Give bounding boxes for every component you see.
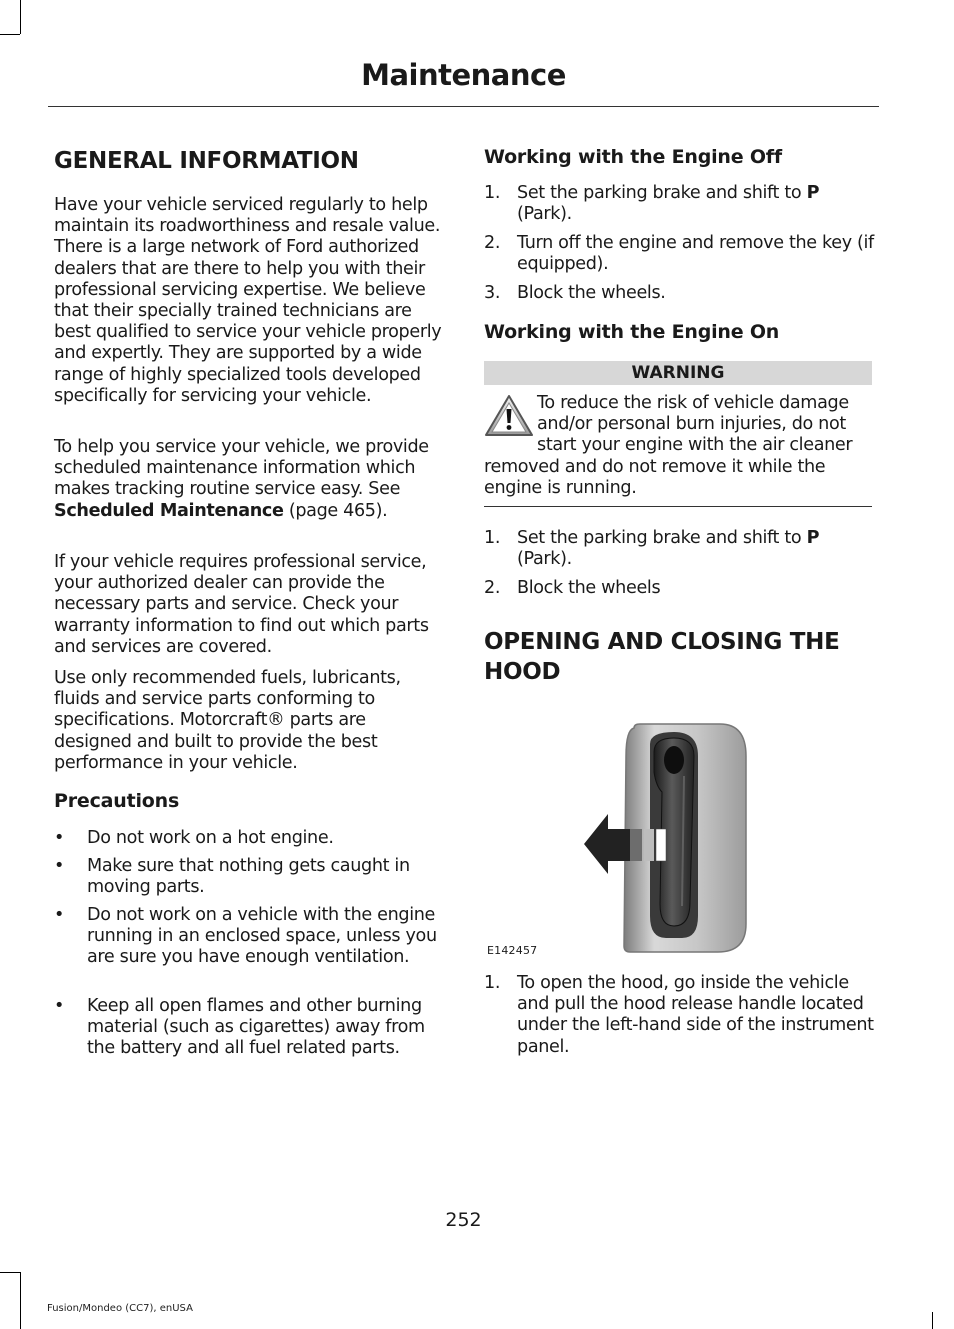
precautions-heading: Precautions xyxy=(54,790,180,812)
page-number: 252 xyxy=(445,1209,482,1231)
warning-icon-spacer xyxy=(484,393,537,456)
warning-label: WARNING xyxy=(484,361,872,385)
footer-text: Fusion/Mondeo (CC7), enUSA xyxy=(47,1303,193,1314)
general-paragraph-1: Have your vehicle serviced regularly to help maintain its roadworthiness and resale value. There is a large network of Ford authorized dealers that are there to help you with their professional servicing expertise. We believe that their specially trained technicians are best qualified to service your vehicle properly and expertly. They are supported by a wide range of highly specialized tools developed specifically for servicing your vehicle. xyxy=(54,195,442,406)
step-text: To open the hood, go inside the vehicle and pull the hood release handle located under the left-hand side of the instrument panel. xyxy=(517,973,874,1057)
crop-mark xyxy=(20,0,21,34)
bullet-marker: • xyxy=(54,996,65,1016)
step-text: Block the wheels. xyxy=(517,283,666,303)
bullet-marker: • xyxy=(54,905,65,925)
precaution-text: Do not work on a vehicle with the engine running in an enclosed space, unless you are sure you have enough ventilation. xyxy=(87,905,437,968)
step-text: Block the wheels xyxy=(517,578,661,598)
step-text: Turn off the engine and remove the key (if equipped). xyxy=(517,233,874,275)
general-paragraph-2 xyxy=(54,437,446,522)
bullet-marker: • xyxy=(54,828,65,848)
warning-message: To reduce the risk of vehicle damage and/or personal burn injuries, do not start your engine with the air cleaner removed and do not remove it while the engine is running. xyxy=(484,393,853,498)
precaution-text: Keep all open flames and other burning material (such as cigarettes) away from the battery and all fuel related parts. xyxy=(87,996,425,1059)
engine-off-heading: Working with the Engine Off xyxy=(484,146,782,168)
p2-text-before: To help you service your vehicle, we provide scheduled maintenance information which makes tracking routine service easy. See xyxy=(54,437,429,500)
step-number: 1. xyxy=(484,183,501,203)
precaution-text: Do not work on a hot engine. xyxy=(87,828,334,848)
crop-mark xyxy=(0,34,20,35)
step-number: 1. xyxy=(484,973,501,993)
hood-release-illustration xyxy=(484,716,874,962)
general-information-heading: GENERAL INFORMATION xyxy=(54,148,359,174)
scheduled-maintenance-link[interactable]: Scheduled Maintenance xyxy=(54,500,284,521)
crop-mark xyxy=(0,1272,20,1273)
warning-rule xyxy=(484,506,872,507)
step-text: Set the parking brake and shift to P (Park). xyxy=(517,528,820,570)
p2-text-after: (page 465). xyxy=(283,500,388,521)
page-title: Maintenance xyxy=(361,58,566,92)
warning-text xyxy=(484,393,874,499)
hood-heading: OPENING AND CLOSING THE HOOD xyxy=(484,629,840,685)
header-rule xyxy=(48,106,879,107)
engine-on-heading: Working with the Engine On xyxy=(484,321,780,343)
step-number: 1. xyxy=(484,528,501,548)
precaution-text: Make sure that nothing gets caught in moving parts. xyxy=(87,856,410,898)
bullet-marker: • xyxy=(54,856,65,876)
step-number: 2. xyxy=(484,233,501,253)
general-paragraph-4: Use only recommended fuels, lubricants, fluids and service parts conforming to specifications. Motorcraft® parts are designed and built to provide the best performance in your vehicle. xyxy=(54,668,401,773)
figure-code: E142457 xyxy=(487,944,538,957)
step-text: Set the parking brake and shift to P (Park). xyxy=(517,183,820,225)
crop-mark xyxy=(932,1312,933,1329)
step-number: 2. xyxy=(484,578,501,598)
step-number: 3. xyxy=(484,283,501,303)
crop-mark xyxy=(20,1272,21,1329)
general-paragraph-3: If your vehicle requires professional service, your authorized dealer can provide the necessary parts and service. Check your warranty information to find out which parts and services are covered. xyxy=(54,552,429,657)
